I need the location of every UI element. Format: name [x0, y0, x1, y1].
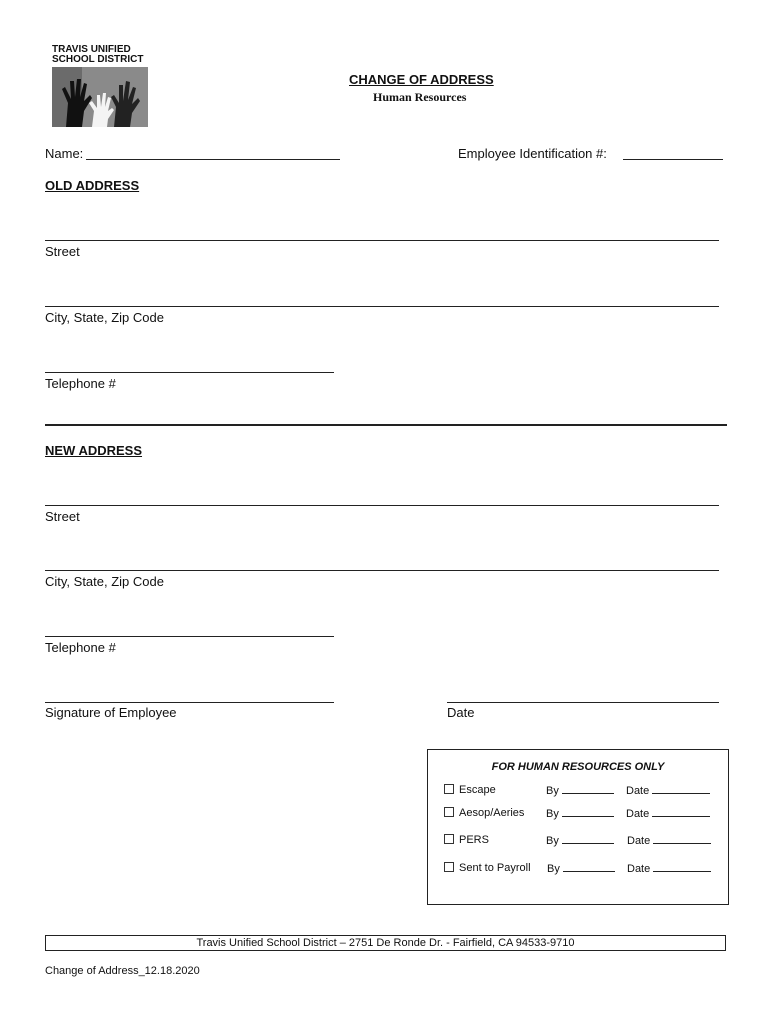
new-city-label: City, State, Zip Code: [45, 574, 164, 589]
new-street-field[interactable]: [45, 505, 719, 506]
name-field[interactable]: [86, 159, 340, 160]
pers-by: By: [546, 834, 614, 847]
employee-id-field[interactable]: [623, 159, 723, 160]
new-address-heading: NEW ADDRESS: [45, 443, 143, 458]
old-address-heading: OLD ADDRESS: [45, 178, 140, 193]
signature-date-label: Date: [447, 705, 475, 720]
escape-by-field[interactable]: [562, 784, 614, 794]
signature-field[interactable]: [45, 702, 334, 703]
pers-by-field[interactable]: [562, 834, 614, 844]
payroll-checkbox[interactable]: [444, 862, 454, 872]
payroll-by: By: [547, 862, 615, 875]
escape-date-field[interactable]: [652, 784, 710, 794]
district-logo: [52, 45, 148, 127]
escape-checkbox[interactable]: [444, 784, 454, 794]
payroll-by-field[interactable]: [563, 862, 615, 872]
new-street-label: Street: [45, 509, 80, 524]
hr-row-escape: [444, 784, 496, 796]
payroll-date: Date: [627, 862, 711, 875]
logo-line-2: SCHOOL DISTRICT: [52, 54, 144, 65]
hr-only-heading: FOR HUMAN RESOURCES ONLY: [491, 761, 665, 773]
hr-row-label: PERS: [459, 834, 489, 846]
escape-date: Date: [626, 784, 710, 797]
aesop-by-field[interactable]: [562, 807, 614, 817]
page-subtitle: Human Resources: [373, 90, 467, 104]
footer-address: Travis Unified School District – 2751 De Ronde Dr. - Fairfield, CA 94533-9710: [45, 935, 726, 951]
pers-date-field[interactable]: [653, 834, 711, 844]
new-telephone-label: Telephone #: [45, 640, 116, 655]
old-street-label: Street: [45, 244, 80, 259]
name-label: Name:: [45, 146, 84, 161]
new-telephone-field[interactable]: [45, 636, 334, 637]
aesop-checkbox[interactable]: [444, 807, 454, 817]
signature-date-field[interactable]: [447, 702, 719, 703]
hr-row-label: Aesop/Aeries: [459, 807, 525, 819]
hr-only-box: [427, 749, 729, 905]
old-city-field[interactable]: [45, 306, 719, 307]
hr-row-label: Sent to Payroll: [459, 862, 531, 874]
signature-label: Signature of Employee: [45, 705, 177, 720]
logo-line-1: TRAVIS UNIFIED: [52, 44, 131, 55]
pers-checkbox[interactable]: [444, 834, 454, 844]
hr-row-payroll: [444, 862, 531, 874]
old-telephone-label: Telephone #: [45, 376, 116, 391]
hr-row-pers: [444, 834, 489, 846]
new-city-field[interactable]: [45, 570, 719, 571]
pers-date: Date: [627, 834, 711, 847]
hands-logo-icon: [52, 67, 148, 127]
aesop-by: By: [546, 807, 614, 820]
aesop-date-field[interactable]: [652, 807, 710, 817]
aesop-date: Date: [626, 807, 710, 820]
form-code: Change of Address_12.18.2020: [45, 965, 200, 977]
hr-row-aesop: [444, 807, 524, 819]
hr-row-label: Escape: [459, 784, 496, 796]
section-divider: [45, 424, 727, 426]
old-street-field[interactable]: [45, 240, 719, 241]
page-title: CHANGE OF ADDRESS: [349, 72, 494, 87]
old-city-label: City, State, Zip Code: [45, 310, 164, 325]
payroll-date-field[interactable]: [653, 862, 711, 872]
employee-id-label: Employee Identification #:: [458, 146, 607, 161]
old-telephone-field[interactable]: [45, 372, 334, 373]
escape-by: By: [546, 784, 614, 797]
